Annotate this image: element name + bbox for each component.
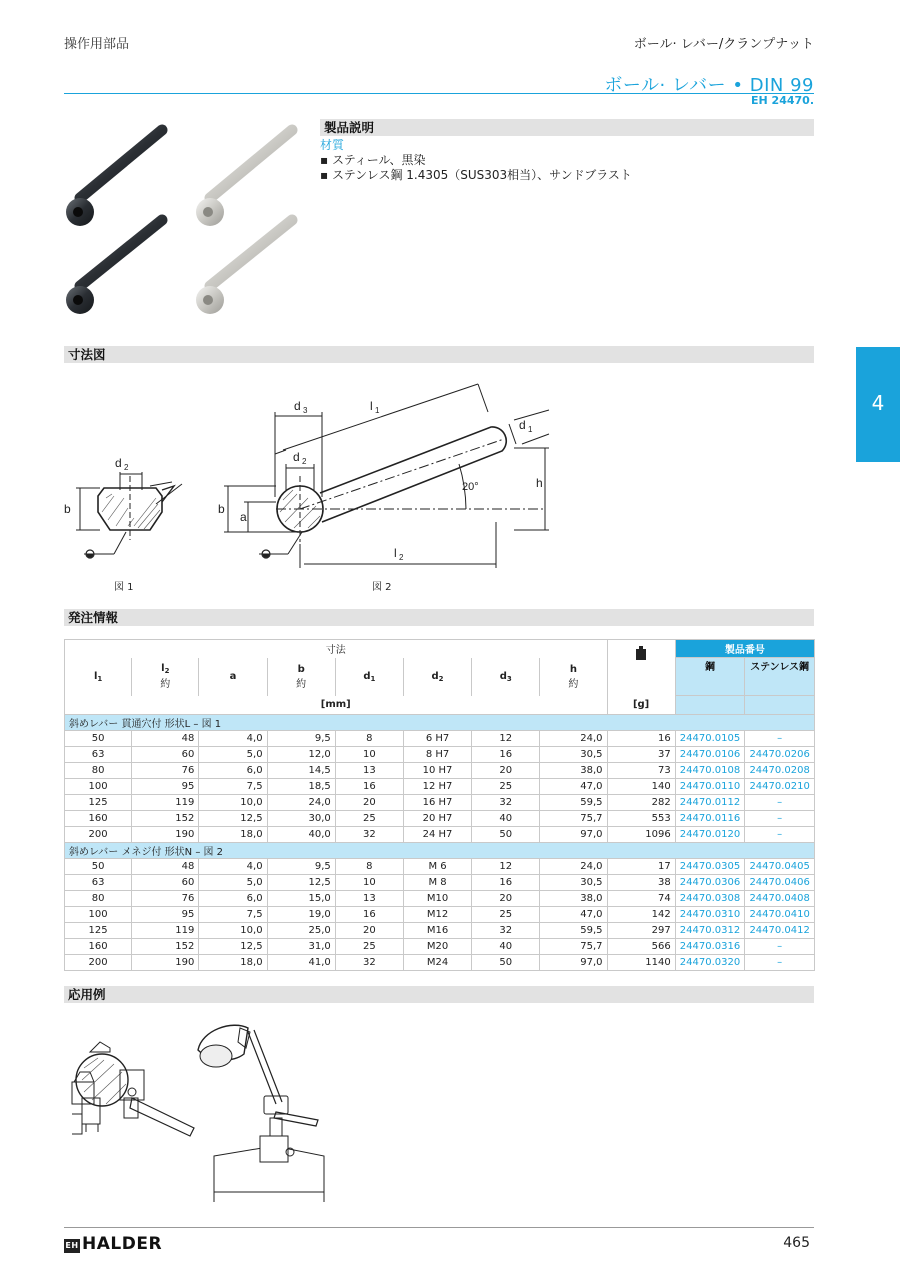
table-cell: 12,5 — [267, 875, 335, 891]
table-cell: 24,0 — [540, 859, 607, 875]
product-code-cell[interactable]: 24470.0112 — [675, 795, 745, 811]
fig1-label-d-sub: 2 — [124, 463, 129, 472]
table-cell: 152 — [132, 939, 199, 955]
fig2-label-l2: l — [394, 546, 397, 560]
figure-1-caption: 図 1 — [114, 582, 134, 593]
page-title: ボール· レバー • DIN 99 — [604, 75, 814, 96]
table-cell: 8 H7 — [403, 747, 471, 763]
order-table — [64, 639, 815, 971]
fig2-label-l1: l — [370, 399, 373, 413]
chapter-tab[interactable]: 4 — [856, 347, 900, 462]
table-cell: 38,0 — [540, 891, 607, 907]
table-cell: 4,0 — [199, 731, 267, 747]
table-row — [65, 923, 815, 939]
col-stainless: ステンレス鋼 — [745, 658, 815, 696]
header-category: 操作用部品 — [64, 37, 130, 52]
figure-2-drawing — [218, 384, 549, 568]
table-cell: 190 — [132, 827, 199, 843]
table-cell: 12,5 — [199, 811, 267, 827]
table-cell: 18,5 — [267, 779, 335, 795]
product-code-cell[interactable]: 24470.0106 — [675, 747, 745, 763]
product-code-cell[interactable]: 24470.0412 — [745, 923, 815, 939]
product-code-cell: – — [745, 731, 815, 747]
table-row — [65, 827, 815, 843]
table-cell: 24 H7 — [403, 827, 471, 843]
table-row — [65, 763, 815, 779]
product-code-cell: – — [745, 955, 815, 971]
figure-2-caption: 図 2 — [372, 582, 392, 593]
table-cell: 20 — [472, 891, 540, 907]
product-code-cell[interactable]: 24470.0312 — [675, 923, 745, 939]
product-code-cell[interactable]: 24470.0306 — [675, 875, 745, 891]
material-item-stainless: ▪ ステンレス鋼 1.4305（SUS303相当）、サンドブラスト — [320, 168, 632, 182]
table-cell: 24,0 — [267, 795, 335, 811]
product-code-cell[interactable]: 24470.0308 — [675, 891, 745, 907]
table-cell: 75,7 — [540, 811, 607, 827]
table-cell: 76 — [132, 763, 199, 779]
table-cell: 16 — [472, 875, 540, 891]
table-cell: 160 — [65, 939, 132, 955]
table-cell: M16 — [403, 923, 471, 939]
table-cell: M 8 — [403, 875, 471, 891]
weight-icon — [635, 646, 647, 660]
table-cell: 32 — [335, 827, 403, 843]
table-cell: 16 — [335, 907, 403, 923]
col-l1: $l_1$ — [65, 658, 132, 696]
product-code-cell: – — [745, 795, 815, 811]
page-number: 465 — [783, 1235, 810, 1251]
table-cell: 38,0 — [540, 763, 607, 779]
table-cell: 73 — [607, 763, 675, 779]
col-h: h 約 — [540, 658, 607, 696]
col-a: a — [199, 658, 267, 696]
table-cell: 5,0 — [199, 875, 267, 891]
table-row — [65, 939, 815, 955]
table-cell: 10 H7 — [403, 763, 471, 779]
fig2-label-l2-sub: 2 — [399, 553, 404, 562]
table-row — [65, 955, 815, 971]
col-d3: $d_3$ — [472, 658, 540, 696]
product-code-cell[interactable]: 24470.0408 — [745, 891, 815, 907]
table-cell: 10,0 — [199, 795, 267, 811]
table-cell: 50 — [472, 955, 540, 971]
table-cell: 190 — [132, 955, 199, 971]
table-cell: 566 — [607, 939, 675, 955]
table-cell: 142 — [607, 907, 675, 923]
table-cell: 152 — [132, 811, 199, 827]
application-example-drawing — [64, 1012, 334, 1202]
table-cell: 282 — [607, 795, 675, 811]
product-code: EH 24470. — [751, 94, 814, 107]
table-cell: 1096 — [607, 827, 675, 843]
table-cell: 80 — [65, 891, 132, 907]
table-cell: 1140 — [607, 955, 675, 971]
table-cell: 16 — [472, 747, 540, 763]
table-cell: 18,0 — [199, 955, 267, 971]
table-cell: 6,0 — [199, 763, 267, 779]
table-cell: 13 — [335, 763, 403, 779]
product-code-cell[interactable]: 24470.0406 — [745, 875, 815, 891]
fig1-label-b: b — [64, 502, 71, 516]
table-cell: 9,5 — [267, 859, 335, 875]
table-cell: 16 — [607, 731, 675, 747]
product-code-cell[interactable]: 24470.0316 — [675, 939, 745, 955]
table-row — [65, 779, 815, 795]
table-cell: 25 — [472, 907, 540, 923]
table-cell: M24 — [403, 955, 471, 971]
table-cell: 47,0 — [540, 779, 607, 795]
table-cell: 10,0 — [199, 923, 267, 939]
table-cell: 30,0 — [267, 811, 335, 827]
table-cell: M20 — [403, 939, 471, 955]
table-cell: 10 — [335, 747, 403, 763]
table-cell: 48 — [132, 731, 199, 747]
fig2-label-d1: d — [519, 418, 526, 432]
product-code-cell[interactable]: 24470.0116 — [675, 811, 745, 827]
fig2-label-d3: d — [294, 399, 301, 413]
table-cell: 200 — [65, 955, 132, 971]
description-heading: 製品説明 — [320, 119, 814, 136]
table-cell: 140 — [607, 779, 675, 795]
table-cell: 24,0 — [540, 731, 607, 747]
table-cell: 32 — [472, 923, 540, 939]
table-cell: 10 — [335, 875, 403, 891]
product-code-cell: – — [745, 811, 815, 827]
table-cell: 40 — [472, 939, 540, 955]
table-cell: 8 — [335, 859, 403, 875]
table-cell: 119 — [132, 923, 199, 939]
table-cell: 17 — [607, 859, 675, 875]
product-code-cell[interactable]: 24470.0305 — [675, 859, 745, 875]
table-cell: 12 — [472, 859, 540, 875]
table-cell: 125 — [65, 923, 132, 939]
table-cell: 47,0 — [540, 907, 607, 923]
table-cell: 63 — [65, 747, 132, 763]
table-row — [65, 731, 815, 747]
logo-text: HALDER — [82, 1234, 163, 1254]
table-cell: 97,0 — [540, 827, 607, 843]
table-cell: 40 — [472, 811, 540, 827]
product-code-cell[interactable]: 24470.0120 — [675, 827, 745, 843]
table-cell: 16 H7 — [403, 795, 471, 811]
table-row — [65, 907, 815, 923]
product-code-cell[interactable]: 24470.0210 — [745, 779, 815, 795]
table-cell: 32 — [472, 795, 540, 811]
table-cell: 59,5 — [540, 923, 607, 939]
table-cell: M 6 — [403, 859, 471, 875]
table-cell: 553 — [607, 811, 675, 827]
table-cell: 50 — [65, 731, 132, 747]
table-cell: 63 — [65, 875, 132, 891]
table-cell: 50 — [472, 827, 540, 843]
table-cell: 12 — [472, 731, 540, 747]
table-cell: 19,0 — [267, 907, 335, 923]
product-photo — [64, 116, 310, 334]
table-row — [65, 795, 815, 811]
section-row — [65, 715, 815, 731]
table-cell: M12 — [403, 907, 471, 923]
footer-rule — [64, 1227, 814, 1228]
table-cell: 12,0 — [267, 747, 335, 763]
product-code-cell[interactable]: 24470.0310 — [675, 907, 745, 923]
fig2-label-angle: 20° — [462, 481, 479, 493]
stainless-spacer — [745, 696, 815, 715]
table-cell: 38 — [607, 875, 675, 891]
header-section: ボール· レバー/クランプナット — [633, 37, 814, 52]
table-cell: 16 — [335, 779, 403, 795]
product-code-cell[interactable]: 24470.0405 — [745, 859, 815, 875]
fig2-label-a: a — [240, 510, 247, 524]
order-heading: 発注情報 — [64, 609, 814, 626]
fig2-label-d2-sub: 2 — [302, 457, 307, 466]
fig2-label-l1-sub: 1 — [375, 406, 380, 415]
table-cell: 297 — [607, 923, 675, 939]
description-body — [320, 138, 632, 183]
table-cell: 80 — [65, 763, 132, 779]
col-d2: $d_2$ — [403, 658, 471, 696]
table-cell: 25 — [472, 779, 540, 795]
table-cell: 100 — [65, 907, 132, 923]
table-cell: 125 — [65, 795, 132, 811]
table-cell: 4,0 — [199, 859, 267, 875]
table-cell: 97,0 — [540, 955, 607, 971]
table-cell: 20 — [335, 923, 403, 939]
table-cell: 25,0 — [267, 923, 335, 939]
section-title: 斜めレバー 貫通穴付 形状L – 図 1 — [65, 715, 815, 731]
product-code-cell[interactable]: 24470.0105 — [675, 731, 745, 747]
unit-g: [g] — [607, 696, 675, 715]
table-cell: 100 — [65, 779, 132, 795]
table-cell: 5,0 — [199, 747, 267, 763]
product-code-cell: – — [745, 939, 815, 955]
figure-1-drawing — [64, 456, 182, 558]
table-cell: 13 — [335, 891, 403, 907]
table-cell: 14,5 — [267, 763, 335, 779]
table-cell: 15,0 — [267, 891, 335, 907]
table-cell: 20 — [472, 763, 540, 779]
col-steel: 鋼 — [675, 658, 745, 696]
title-rule — [64, 93, 814, 94]
table-cell: 30,5 — [540, 875, 607, 891]
section-row — [65, 843, 815, 859]
application-heading: 応用例 — [64, 986, 814, 1003]
product-code-cell[interactable]: 24470.0206 — [745, 747, 815, 763]
table-cell: 20 H7 — [403, 811, 471, 827]
table-cell: 60 — [132, 875, 199, 891]
product-code-cell[interactable]: 24470.0208 — [745, 763, 815, 779]
weight-column-header — [607, 640, 675, 696]
material-item-steel: ▪ スティール、黒染 — [320, 153, 426, 167]
table-cell: 12,5 — [199, 939, 267, 955]
table-cell: 18,0 — [199, 827, 267, 843]
unit-mm: [mm] — [65, 696, 608, 715]
table-cell: 31,0 — [267, 939, 335, 955]
table-cell: 41,0 — [267, 955, 335, 971]
table-cell: 95 — [132, 907, 199, 923]
fig2-label-d2: d — [293, 450, 300, 464]
table-cell: 6,0 — [199, 891, 267, 907]
table-cell: 7,5 — [199, 907, 267, 923]
steel-spacer — [675, 696, 745, 715]
product-number-header: 製品番号 — [675, 640, 814, 658]
table-cell: 50 — [65, 859, 132, 875]
section-title: 斜めレバー メネジ付 形状N – 図 2 — [65, 843, 815, 859]
dim-group-header: 寸法 — [65, 640, 608, 658]
table-cell: 20 — [335, 795, 403, 811]
material-label: 材質 — [320, 138, 345, 152]
product-code-cell[interactable]: 24470.0410 — [745, 907, 815, 923]
col-d1: $d_1$ — [335, 658, 403, 696]
table-row — [65, 875, 815, 891]
table-cell: 59,5 — [540, 795, 607, 811]
table-cell: 160 — [65, 811, 132, 827]
table-cell: 76 — [132, 891, 199, 907]
table-cell: 60 — [132, 747, 199, 763]
logo-mark: EH — [64, 1239, 80, 1253]
table-cell: 30,5 — [540, 747, 607, 763]
product-code-cell[interactable]: 24470.0108 — [675, 763, 745, 779]
product-code-cell[interactable]: 24470.0320 — [675, 955, 745, 971]
table-cell: 7,5 — [199, 779, 267, 795]
table-cell: 37 — [607, 747, 675, 763]
table-cell: 75,7 — [540, 939, 607, 955]
table-cell: 12 H7 — [403, 779, 471, 795]
table-row — [65, 859, 815, 875]
dimension-drawing — [64, 372, 584, 602]
col-l2: $l_2$ 約 — [132, 658, 199, 696]
fig2-label-h: h — [536, 476, 543, 490]
table-row — [65, 811, 815, 827]
table-cell: 119 — [132, 795, 199, 811]
table-row — [65, 891, 815, 907]
halder-logo — [64, 1234, 162, 1254]
table-cell: M10 — [403, 891, 471, 907]
table-cell: 6 H7 — [403, 731, 471, 747]
fig1-label-d: d — [115, 456, 122, 470]
table-row — [65, 747, 815, 763]
col-b: b 約 — [267, 658, 335, 696]
fig2-label-d3-sub: 3 — [303, 406, 308, 415]
table-cell: 8 — [335, 731, 403, 747]
table-cell: 32 — [335, 955, 403, 971]
table-cell: 9,5 — [267, 731, 335, 747]
fig2-label-b: b — [218, 502, 225, 516]
table-cell: 25 — [335, 939, 403, 955]
drawing-heading: 寸法図 — [64, 346, 814, 363]
table-cell: 95 — [132, 779, 199, 795]
table-cell: 25 — [335, 811, 403, 827]
product-code-cell: – — [745, 827, 815, 843]
table-cell: 48 — [132, 859, 199, 875]
table-cell: 40,0 — [267, 827, 335, 843]
table-cell: 200 — [65, 827, 132, 843]
table-cell: 74 — [607, 891, 675, 907]
fig2-label-d1-sub: 1 — [528, 425, 533, 434]
product-code-cell[interactable]: 24470.0110 — [675, 779, 745, 795]
